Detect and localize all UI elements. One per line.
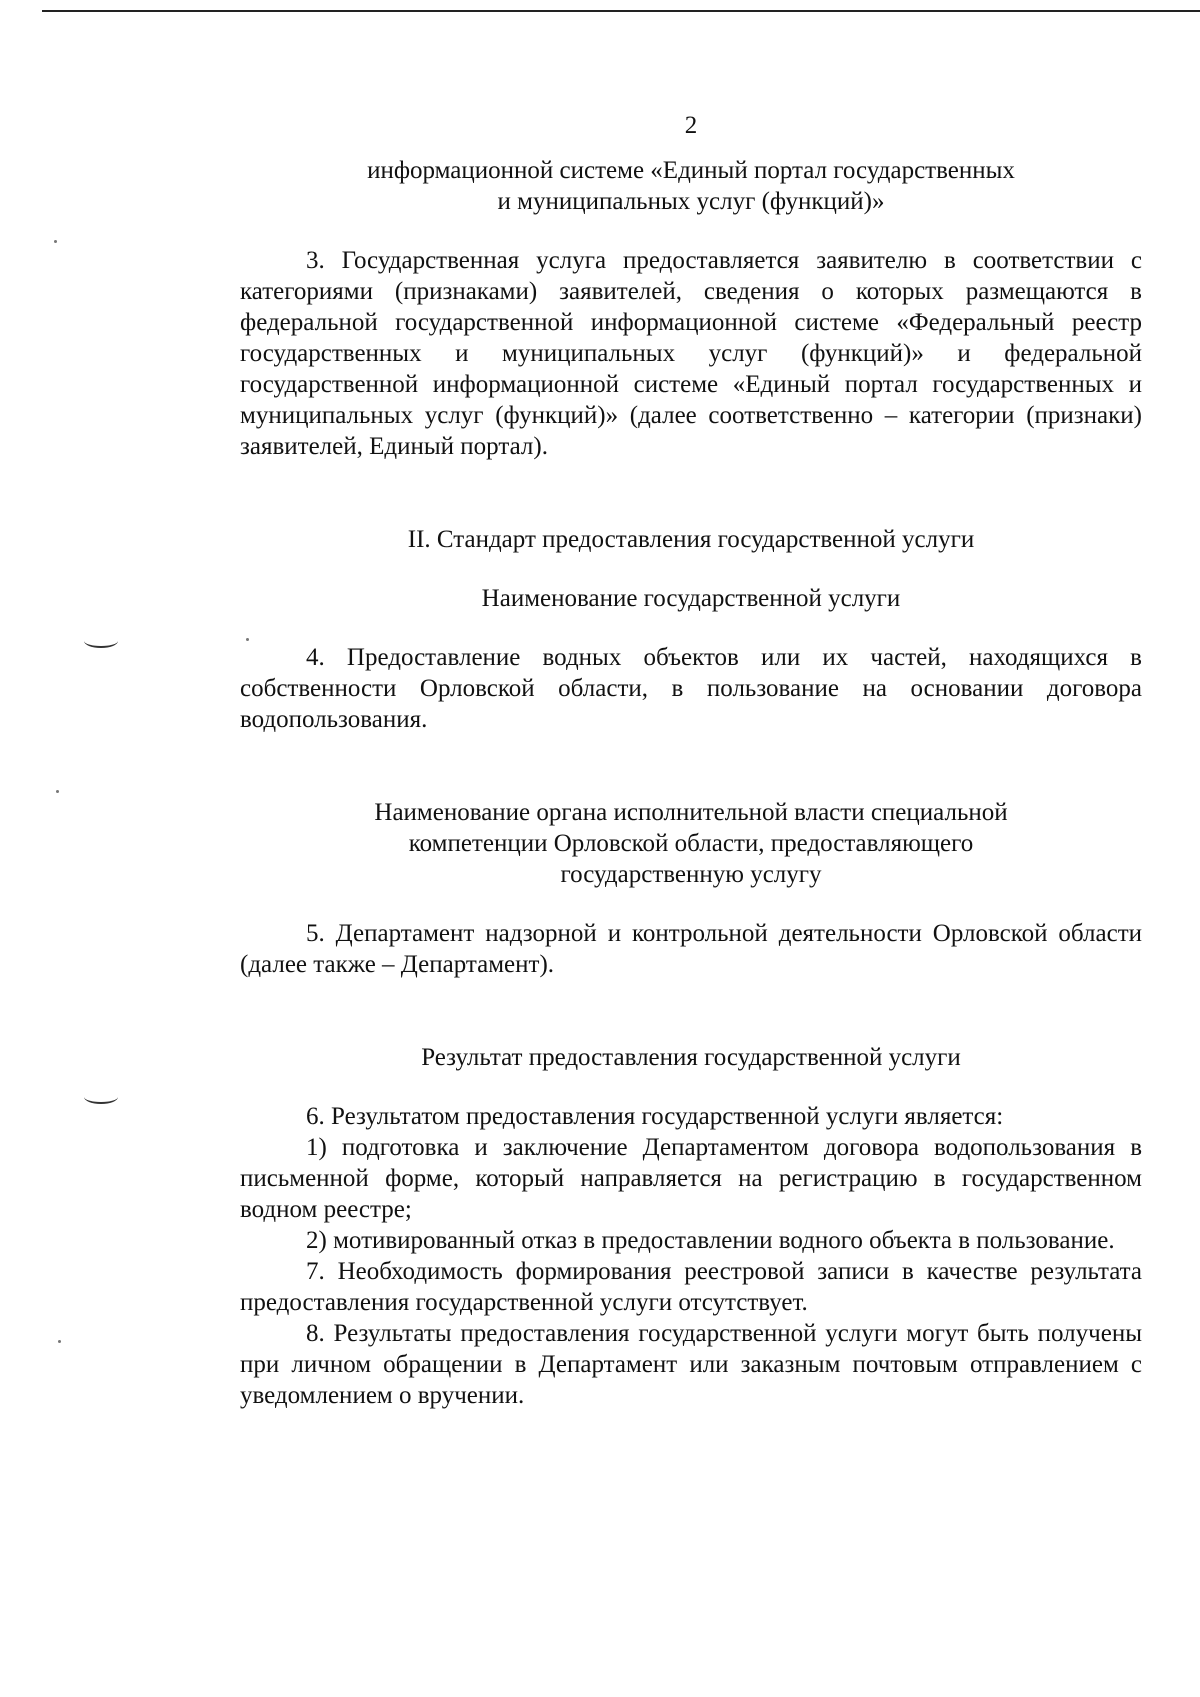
binder-mark <box>84 634 118 648</box>
paragraph-7: 7. Необходимость формирования реестровой записи в качестве результата предоставления государственной услуги отсутствует. <box>240 1258 1142 1316</box>
item-6-2: 2) мотивированный отказ в предоставлении водного объекта в пользование. <box>306 1227 1115 1254</box>
scan-speck <box>56 790 59 793</box>
paragraph-5: 5. Департамент надзорной и контрольной деятельности Орловской области (далее также – Департамент). <box>240 920 1142 978</box>
top-border-line <box>42 10 1200 12</box>
paragraph-3: 3. Государственная услуга предоставляется заявителю в соответствии с категориями (признаками) заявителей, сведения о которых размещаются в федеральной государственной информационной системе «Федеральный реестр государственных и муниципальных услуг (функций)» и федеральной государственной информационной системе «Единый портал государственных и муниципальных услуг (функций)» (далее соответственно – категории (признаки) заявителей, Единый портал). <box>240 247 1142 460</box>
heading-authority-line-1: Наименование органа исполнительной власти специальной <box>374 799 1008 826</box>
header-continuation-line-2: и муниципальных услуг (функций)» <box>497 188 885 215</box>
paragraph-8: 8. Результаты предоставления государственной услуги могут быть получены при личном обращении в Департамент или заказным почтовым отправлением с уведомлением о вручении. <box>240 1320 1142 1409</box>
binder-mark <box>84 1090 118 1104</box>
section-2-title: II. Стандарт предоставления государственной услуги <box>407 526 975 553</box>
paragraph-4: 4. Предоставление водных объектов или их частей, находящихся в собственности Орловской области, в пользование на основании договора водопользования. <box>240 644 1142 733</box>
document-page <box>240 110 1142 1411</box>
heading-service-name: Наименование государственной услуги <box>481 585 901 612</box>
heading-authority-line-2: компетенции Орловской области, предоставляющего <box>408 830 974 857</box>
heading-authority-line-3: государственную услугу <box>560 861 822 888</box>
scan-speck <box>54 240 57 243</box>
page-number: 2 <box>684 112 698 139</box>
paragraph-6: 6. Результатом предоставления государственной услуги является: <box>306 1103 1004 1130</box>
header-continuation-line-1: информационной системе «Единый портал государственных <box>367 157 1015 184</box>
item-6-1: 1) подготовка и заключение Департаментом договора водопользования в письменной форме, который направляется на регистрацию в государственном водном реестре; <box>240 1134 1142 1223</box>
scan-speck <box>58 1340 61 1343</box>
heading-result: Результат предоставления государственной услуги <box>421 1044 961 1071</box>
